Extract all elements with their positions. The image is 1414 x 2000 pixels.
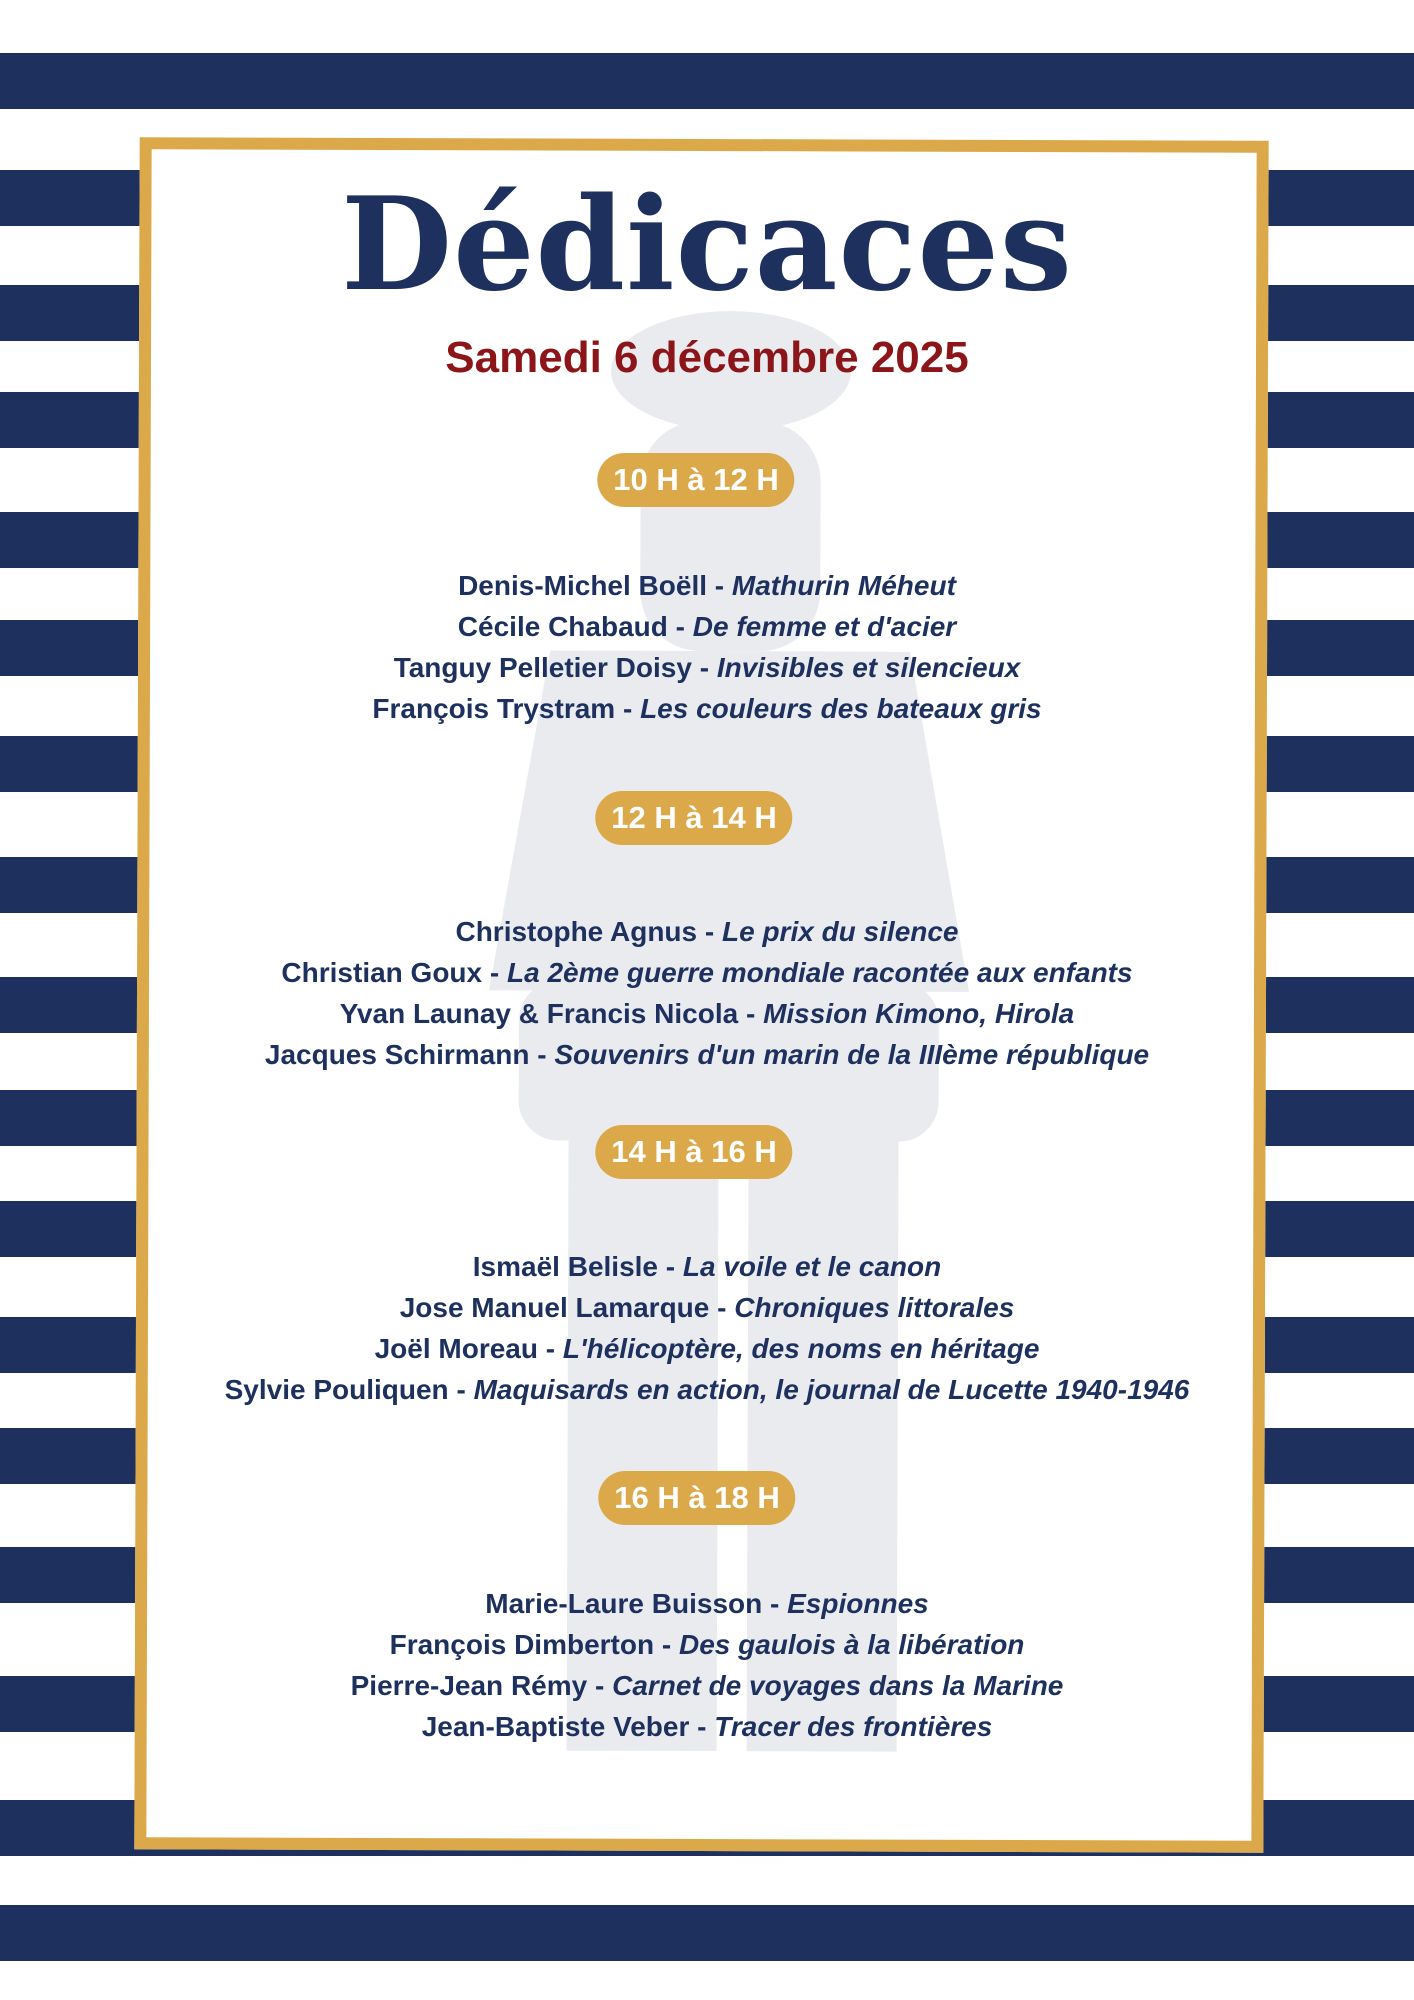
book-title: De femme et d'acier [692,611,957,642]
author-name: Tanguy Pelletier Doisy [393,652,692,683]
signing-entry [0,1246,1414,1287]
separator: - [738,998,764,1029]
signing-entry [0,911,1414,952]
separator: - [707,570,732,601]
signing-entry [0,1583,1414,1624]
book-title: Espionnes [787,1588,929,1619]
separator: - [654,1629,679,1660]
signing-entry [0,565,1414,606]
author-name: François Trystram [372,693,616,724]
book-title: Souvenirs d'un marin de la IIIème république [554,1039,1150,1070]
time-slot-badge: 14 H à 16 H [595,1125,792,1179]
book-title: Invisibles et silencieux [716,652,1021,683]
author-name: Jacques Schirmann [264,1039,530,1070]
author-name: François Dimberton [389,1629,655,1660]
signing-entry [0,1624,1414,1665]
separator: - [658,1251,683,1282]
book-title: Mission Kimono, Hirola [763,998,1075,1029]
signing-entry [0,1706,1414,1747]
signing-entry [0,952,1414,993]
book-title: Le prix du silence [721,916,959,947]
separator: - [691,652,717,683]
page-title: Dédicaces [341,170,1073,320]
book-title: Mathurin Méheut [731,570,956,601]
book-title: Des gaulois à la libération [678,1629,1025,1660]
author-name: Sylvie Pouliquen [224,1374,449,1405]
signing-entry [0,647,1414,688]
book-title: La 2ème guerre mondiale racontée aux enfants [507,957,1133,988]
separator: - [587,1670,613,1701]
signing-entry [0,688,1414,729]
book-title: Chroniques littorales [734,1292,1015,1323]
book-title: Carnet de voyages dans la Marine [612,1670,1064,1701]
time-slot-badge: 12 H à 14 H [595,791,792,845]
book-title: Les couleurs des bateaux gris [640,693,1042,724]
signing-entry [0,606,1414,647]
navy-stripe [0,1905,1414,1961]
author-name: Yvan Launay & Francis Nicola [339,998,739,1029]
slot-entries [0,1583,1414,1747]
signing-entry [0,993,1414,1034]
author-name: Denis-Michel Boëll [458,570,708,601]
time-slot-badge: 16 H à 18 H [598,1471,795,1525]
separator: - [537,1333,563,1364]
event-date: Samedi 6 décembre 2025 [445,333,969,382]
signing-entry [0,1287,1414,1328]
author-name: Pierre-Jean Rémy [350,1670,588,1701]
signing-entry [0,1369,1414,1410]
separator: - [615,693,641,724]
author-name: Ismaël Belisle [472,1251,659,1282]
book-title: L'hélicoptère, des noms en héritage [562,1333,1040,1364]
slot-entries [0,1246,1414,1410]
author-name: Jose Manuel Lamarque [399,1292,710,1323]
signing-entry [0,1665,1414,1706]
separator: - [709,1292,735,1323]
author-name: Christian Goux [281,957,483,988]
author-name: Jean-Baptiste Veber [421,1711,690,1742]
book-title: Tracer des frontières [714,1711,993,1742]
separator: - [482,957,508,988]
separator: - [697,916,722,947]
slot-entries [0,565,1414,729]
author-name: Cécile Chabaud [457,611,668,642]
slot-entries [0,911,1414,1075]
separator: - [689,1711,715,1742]
time-slot-badge: 10 H à 12 H [597,453,794,507]
author-name: Marie-Laure Buisson [485,1588,763,1619]
separator: - [762,1588,788,1619]
author-name: Joël Moreau [374,1333,538,1364]
separator: - [448,1374,474,1405]
separator: - [667,611,693,642]
author-name: Christophe Agnus [455,916,698,947]
signing-entry [0,1328,1414,1369]
signing-entry [0,1034,1414,1075]
book-title: Maquisards en action, le journal de Lucette 1940-1946 [473,1374,1190,1405]
navy-stripe [0,53,1414,109]
separator: - [529,1039,555,1070]
book-title: La voile et le canon [682,1251,942,1282]
